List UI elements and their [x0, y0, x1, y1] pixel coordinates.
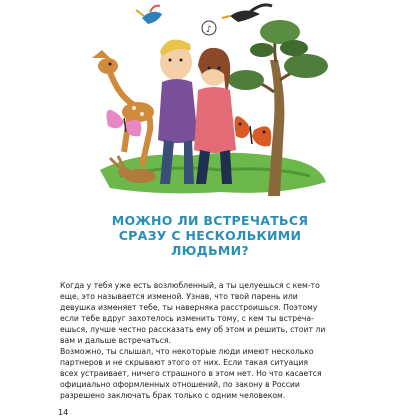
text-line: разрешено заключать брак только с одним человеком. [60, 391, 286, 401]
text-line: Когда у тебя уже есть возлюбленный, а ты целуешься с кем-то [60, 281, 320, 290]
music-note-icon [202, 21, 216, 35]
text-line: если тебе вдруг захотелось изменить тому, с кем ты встреча- [60, 314, 314, 324]
couple-illustration [80, 0, 340, 198]
paragraph-infidelity [60, 280, 360, 347]
text-line: девушка изменяет тебе, ты наверняка расстроишься. Поэтому [60, 303, 318, 313]
text-line: ешься, лучше честно рассказать ему об этом и решить, стоит ли [60, 325, 326, 335]
text-line: Возможно, ты слышал, что некоторые люди имеют несколько [60, 347, 314, 356]
heading-line: ЛЮДЬМИ? [171, 243, 249, 258]
heading-line: СРАЗУ С НЕСКОЛЬКИМИ [118, 228, 302, 243]
black-bird-icon [222, 5, 272, 22]
text-line: еще, это называется изменой. Узнав, что твой парень или [60, 292, 298, 302]
text-line: всех устраивает, ничего страшного в этом нет. Но что касается [60, 369, 322, 379]
deer-icon [92, 50, 154, 166]
page-number: 14 [58, 408, 69, 417]
text-line: партнеров и не скрывают этого от них. Если такая ситуация [60, 358, 309, 368]
text-line: вам и дальше встречаться. [60, 336, 172, 346]
section-heading [60, 213, 360, 258]
orange-butterfly-icon [235, 116, 272, 146]
heading-line: МОЖНО ЛИ ВСТРЕЧАТЬСЯ [111, 213, 309, 228]
paragraph-multiple-partners [60, 346, 360, 401]
text-line: официально оформленных отношений, по закону в России [60, 380, 300, 390]
svg-text:♪: ♪ [206, 25, 212, 35]
blue-bird-icon [136, 6, 162, 24]
illustration-svg [80, 0, 340, 198]
